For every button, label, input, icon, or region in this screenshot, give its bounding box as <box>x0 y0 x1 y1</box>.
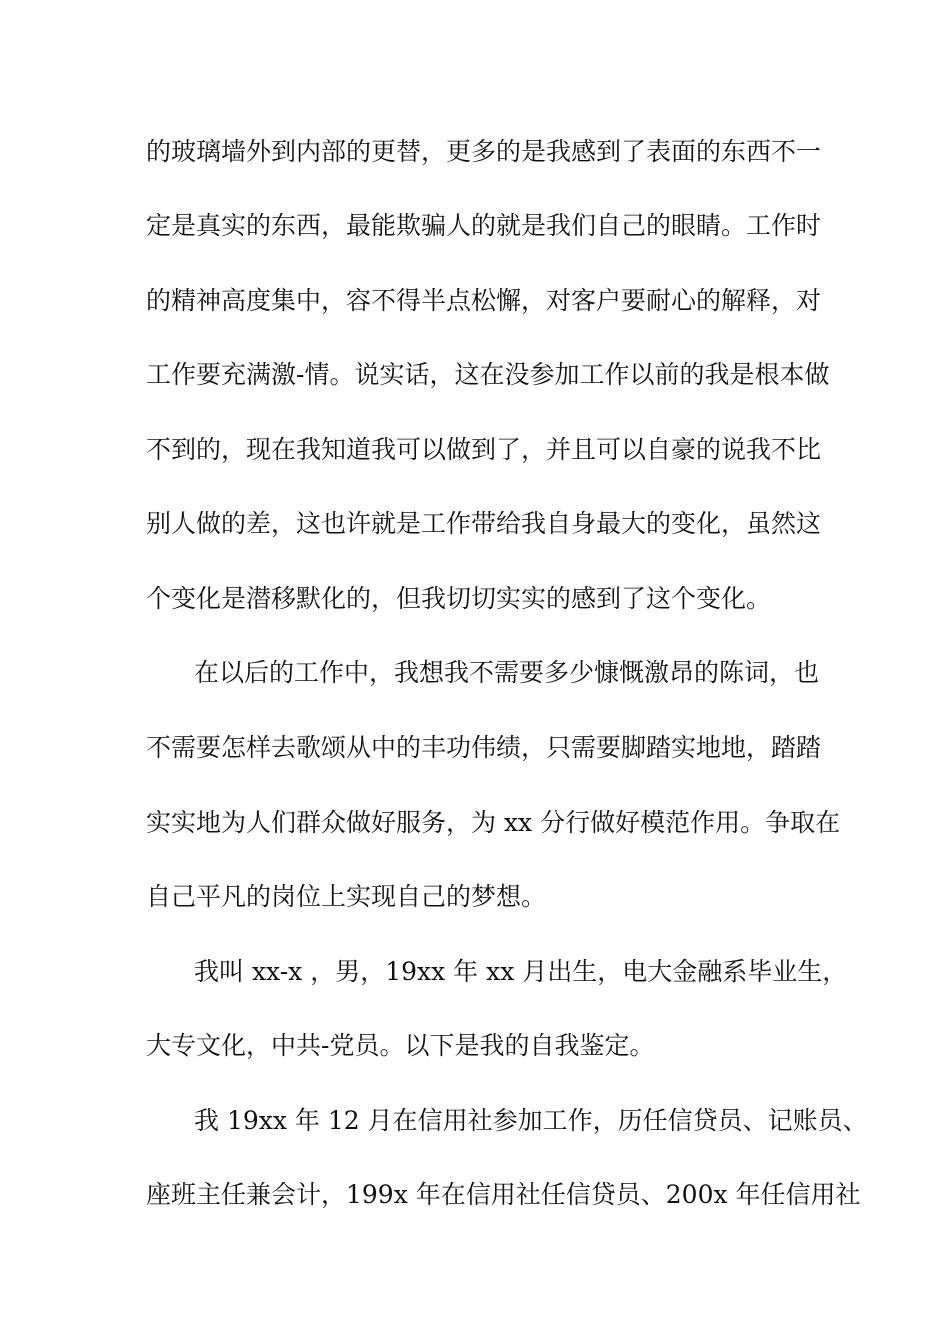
text-line-8: 在以后的工作中，我想我不需要多少慷慨激昂的陈词，也 <box>194 658 820 687</box>
text-line-12: 我叫 xx-x ，男，19xx 年 xx 月出生，电大金融系毕业生， <box>194 957 848 986</box>
text-line-11: 自己平凡的岗位上实现自己的梦想。 <box>146 882 547 911</box>
text-line-10: 实实地为人们群众做好服务，为 xx 分行做好模范作用。争取在 <box>146 808 841 837</box>
text-line-9: 不需要怎样去歌颂从中的丰功伟绩，只需要脚踏实地地，踏踏 <box>146 733 822 762</box>
text-line-15: 座班主任兼会计，199x 年在信用社任信贷员、200x 年任信用社 <box>146 1180 861 1209</box>
text-line-2: 定是真实的东西，最能欺骗人的就是我们自己的眼睛。工作时 <box>146 211 822 240</box>
text-line-13: 大专文化，中共-党员。以下是我的自我鉴定。 <box>146 1031 655 1060</box>
text-line-7: 个变化是潜移默化的，但我切切实实的感到了这个变化。 <box>146 584 772 613</box>
text-line-14: 我 19xx 年 12 月在信用社参加工作，历任信贷员、记账员、 <box>194 1106 868 1135</box>
text-line-5: 不到的，现在我知道我可以做到了，并且可以自豪的说我不比 <box>146 435 822 464</box>
text-line-4: 工作要充满激-情。说实话，这在没参加工作以前的我是根本做 <box>146 360 830 389</box>
text-line-3: 的精神高度集中，容不得半点松懈，对客户要耐心的解释，对 <box>146 286 822 315</box>
text-line-6: 别人做的差，这也许就是工作带给我自身最大的变化，虽然这 <box>146 509 822 538</box>
text-line-1: 的玻璃墙外到内部的更替，更多的是我感到了表面的东西不一 <box>146 137 822 166</box>
